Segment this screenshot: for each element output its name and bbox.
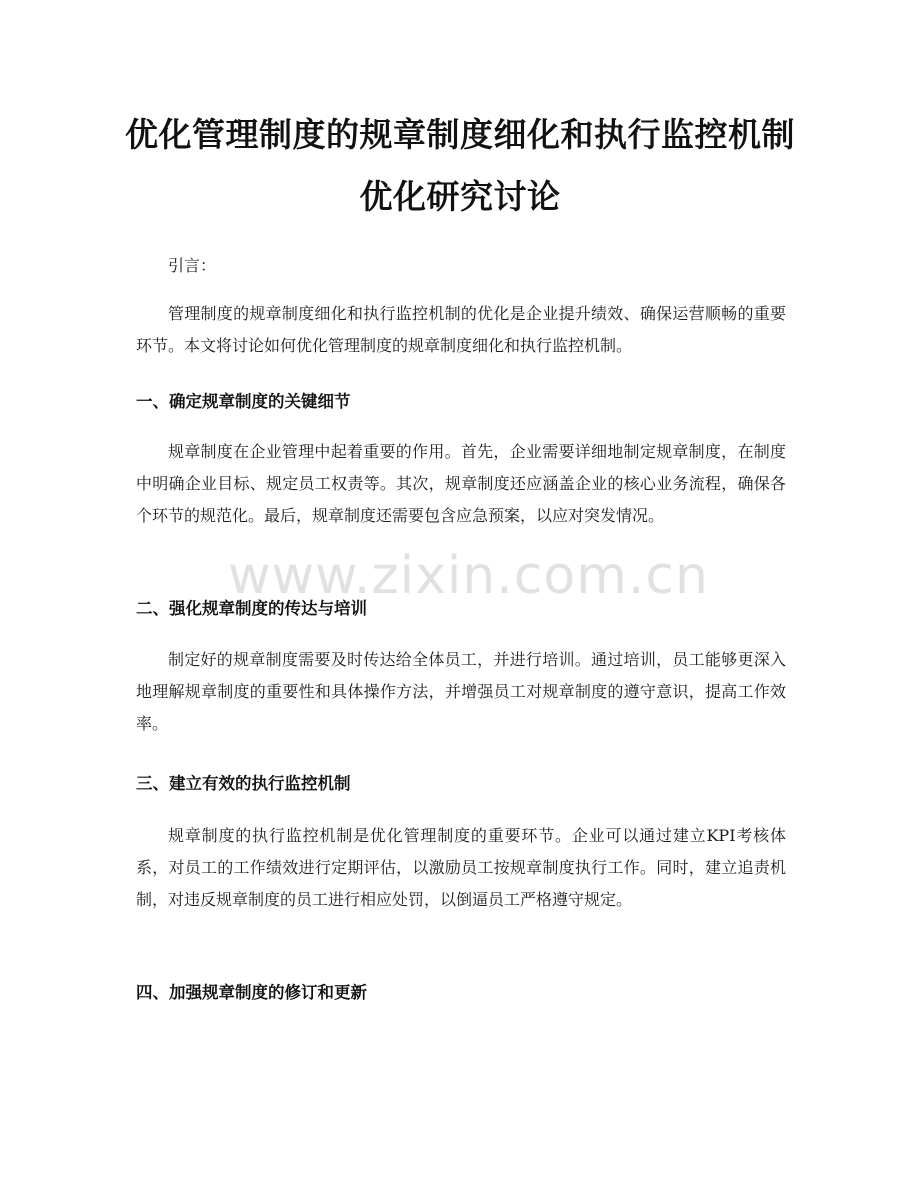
section-heading-3: 三、建立有效的执行监控机制 <box>136 774 351 793</box>
section-heading-2: 二、强化规章制度的传达与培训 <box>136 599 367 618</box>
document-title: 优化管理制度的规章制度细化和执行监控机制优化研究讨论 <box>125 115 795 216</box>
watermark: www.zixin.com.cn <box>228 546 709 606</box>
section-heading-1: 一、确定规章制度的关键细节 <box>136 392 351 411</box>
section-body-1: 规章制度在企业管理中起着重要的作用。首先，企业需要详细地制定规章制度，在制度中明确企业目标、规定员工权责等。其次，规章制度还应涵盖企业的核心业务流程，确保各个环节的规范化。最后，规章制度还需要包含应急预案，以应对突发情况。 <box>136 442 786 525</box>
intro-label: 引言： <box>168 256 217 275</box>
intro-paragraph: 管理制度的规章制度细化和执行监控机制的优化是企业提升绩效、确保运营顺畅的重要环节。本文将讨论如何优化管理制度的规章制度细化和执行监控机制。 <box>136 304 786 355</box>
section-heading-4: 四、加强规章制度的修订和更新 <box>136 983 367 1002</box>
section-body-3: 规章制度的执行监控机制是优化管理制度的重要环节。企业可以通过建立KPI考核体系，对员工的工作绩效进行定期评估，以激励员工按规章制度执行工作。同时，建立追责机制，对违反规章制度的员工进行相应处罚，以倒逼员工严格遵守规定。 <box>136 826 786 909</box>
section-body-2: 制定好的规章制度需要及时传达给全体员工，并进行培训。通过培训，员工能够更深入地理解规章制度的重要性和具体操作方法，并增强员工对规章制度的遵守意识，提高工作效率。 <box>136 650 786 733</box>
